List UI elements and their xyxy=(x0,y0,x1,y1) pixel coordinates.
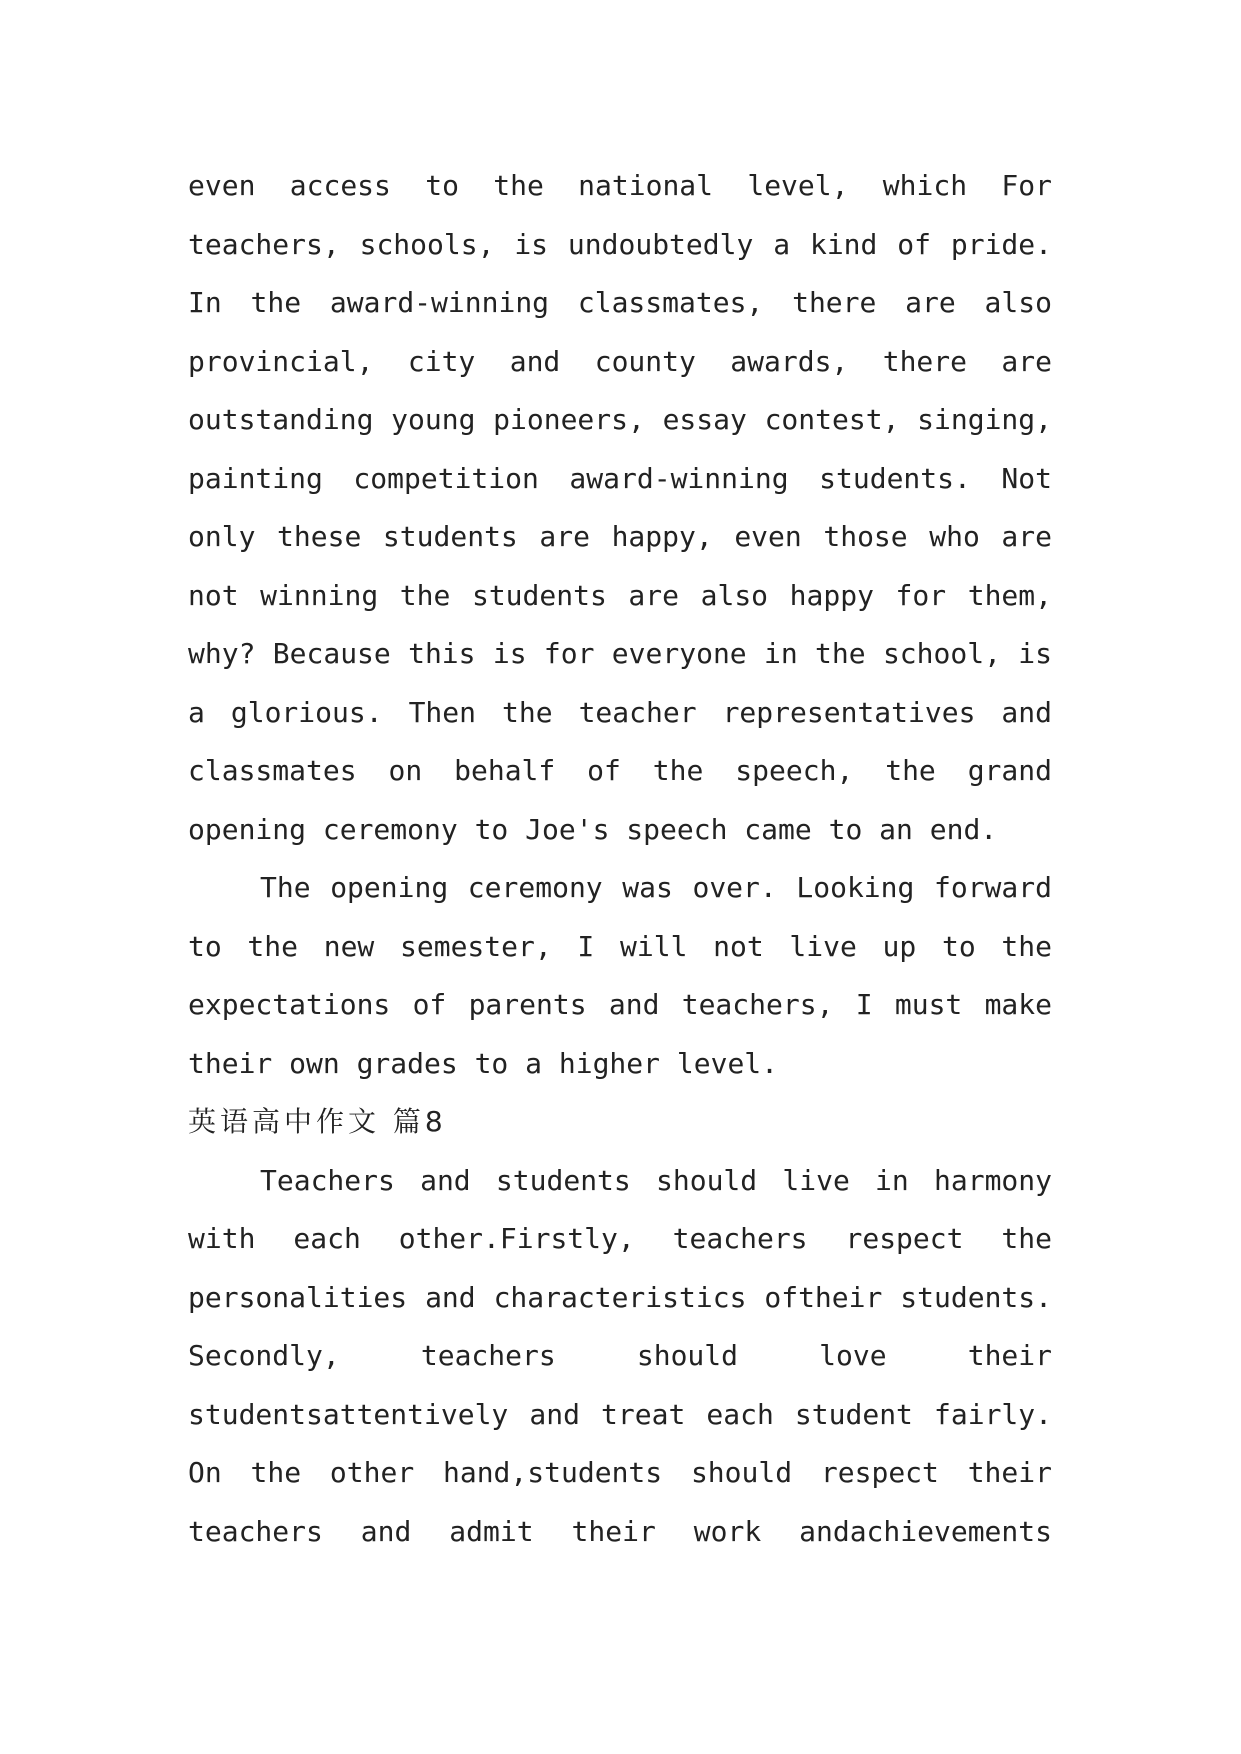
text-line: provincial, city and county awards, there are xyxy=(188,344,1052,378)
text-line: even access to the national level, which For xyxy=(188,169,1052,202)
text-line: Secondly, teachers should love their xyxy=(188,1339,1052,1372)
text-line: In the award-winning classmates, there are also xyxy=(188,286,1052,319)
text-line: with each other.Firstly, teachers respect the xyxy=(188,1222,1052,1255)
text-line: outstanding young pioneers, essay contest, singing, xyxy=(188,403,1052,436)
text-line: painting competition award-winning students. Not xyxy=(188,461,1052,495)
text-line: their own grades to a higher level. xyxy=(188,1046,779,1080)
text-line: classmates on behalf of the speech, the grand xyxy=(188,754,1052,787)
text-line: only these students are happy, even those who are xyxy=(188,520,1052,553)
text-line: a glorious. Then the teacher representatives and xyxy=(188,695,1052,729)
text-line: On the other hand,students should respect their xyxy=(188,1456,1052,1489)
text-line: teachers, schools, is undoubtedly a kind of pride. xyxy=(188,227,1052,261)
text-line: The opening ceremony was over. Looking forward xyxy=(260,871,1052,904)
text-line: expectations of parents and teachers, I must make xyxy=(188,988,1052,1021)
document-body xyxy=(188,157,1052,1561)
text-line: why? Because this is for everyone in the school, is xyxy=(188,637,1052,670)
text-line: opening ceremony to Joe's speech came to an end. xyxy=(188,812,998,846)
paragraph-closing xyxy=(188,859,1052,1093)
text-line: teachers and admit their work andachievements xyxy=(188,1514,1052,1548)
paragraph-continuation xyxy=(188,157,1052,859)
text-line: personalities and characteristics oftheir students. xyxy=(188,1280,1052,1314)
text-line: Teachers and students should live in harmony xyxy=(260,1163,1052,1197)
section-heading: 英语高中作文 篇8 xyxy=(188,1105,447,1138)
text-line: studentsattentively and treat each student fairly. xyxy=(188,1397,1052,1431)
essay-paragraph xyxy=(188,1152,1052,1562)
text-line: not winning the students are also happy for them, xyxy=(188,578,1052,612)
text-line: to the new semester, I will not live up to the xyxy=(188,929,1052,963)
